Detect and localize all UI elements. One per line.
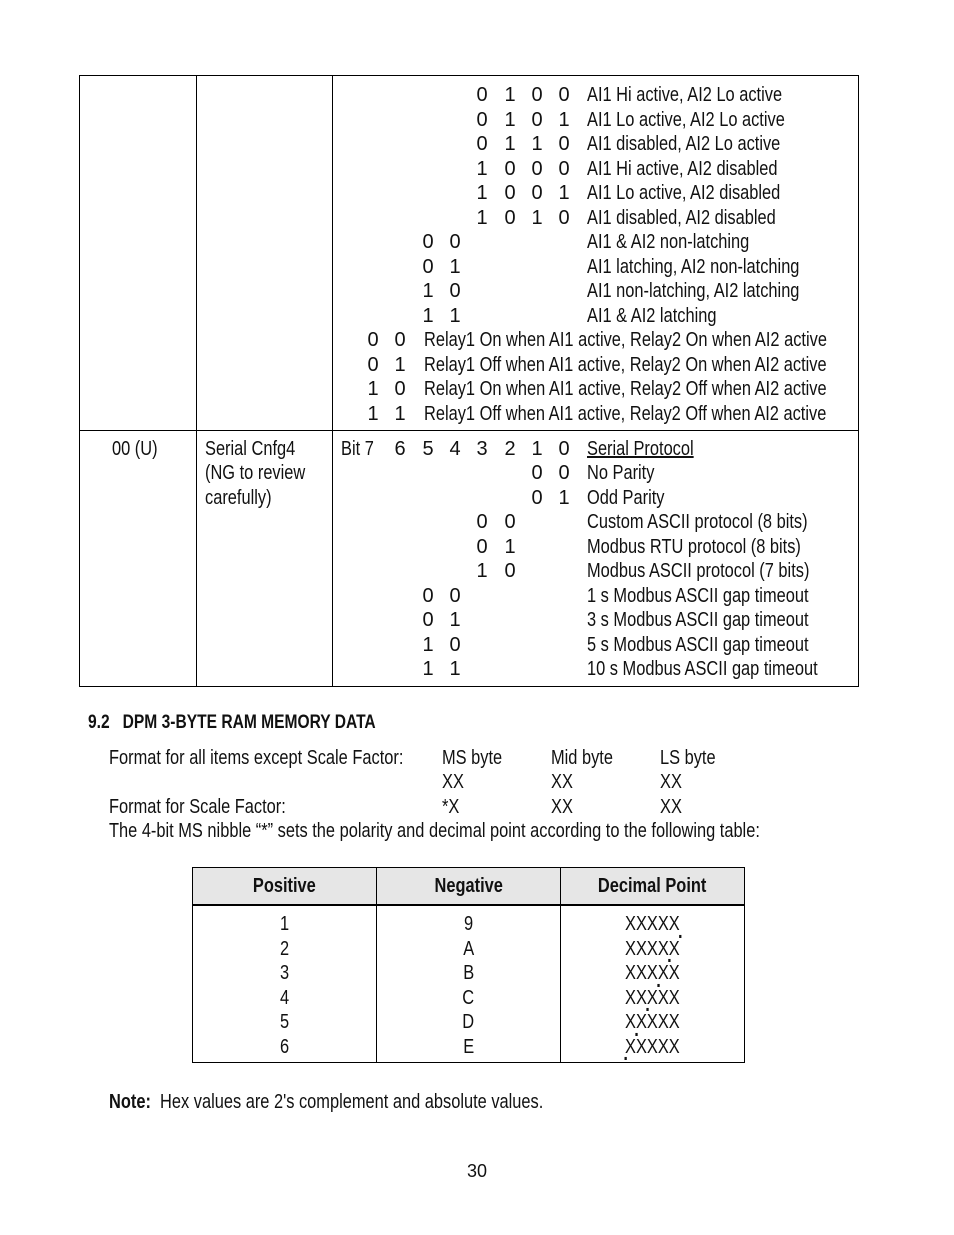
bit-value: 1 <box>531 206 543 229</box>
header-negative: Negative <box>434 875 503 897</box>
serial-name-line: carefully) <box>205 487 272 509</box>
bit-value: 1 <box>449 609 461 631</box>
table-header-divider <box>192 904 745 906</box>
serial-name-line: (NG to review <box>205 462 306 484</box>
table-border-top <box>192 867 745 868</box>
bit-value: 1 <box>558 108 570 131</box>
nibble-description: The 4-bit MS nibble “*” sets the polarity and decimal point according to the following table: <box>109 820 760 842</box>
row-description: No Parity <box>587 462 655 484</box>
serial-protocol-heading: Serial Protocol <box>587 438 694 460</box>
section-heading <box>88 711 439 735</box>
note-text: Hex values are 2's complement and absolute values. <box>160 1091 544 1113</box>
col-mid-byte: Mid byte <box>551 747 613 769</box>
bit-header: 3 <box>476 438 488 460</box>
bit-value: 1 <box>476 157 488 180</box>
row-description: 5 s Modbus ASCII gap timeout <box>587 633 809 656</box>
note <box>109 1090 639 1114</box>
positive-value: 2 <box>279 937 290 960</box>
decimal-point-format: XXXXX <box>625 913 680 935</box>
bit-value: 0 <box>531 462 543 484</box>
bit-value: 1 <box>367 378 379 400</box>
negative-value: A <box>463 937 474 960</box>
bit-value: 0 <box>449 633 461 656</box>
bit-value: 1 <box>422 658 434 680</box>
row-description: 3 s Modbus ASCII gap timeout <box>587 609 809 631</box>
serial-address: 00 (U) <box>112 438 158 460</box>
row-description: Relay1 On when AI1 active, Relay2 Off when AI2 active <box>424 378 827 400</box>
bit-value: 1 <box>449 304 461 327</box>
header-decimal-point: Decimal Point <box>598 875 707 897</box>
decimal-point-format: XXXXX <box>625 986 680 1009</box>
serial-name-line: Serial Cnfg4 <box>205 438 296 460</box>
table-col-divider <box>196 75 197 687</box>
bit-value: 1 <box>504 108 516 131</box>
bit-value: 1 <box>422 304 434 327</box>
decimal-point-format: XXXXX <box>625 937 680 960</box>
col-ms-byte: MS byte <box>442 747 503 769</box>
bit-value: 0 <box>504 157 516 180</box>
bit-value: 1 <box>476 206 488 229</box>
negative-value: C <box>462 986 475 1009</box>
positive-value: 6 <box>279 1035 290 1058</box>
bit-value: 1 <box>367 402 379 425</box>
bit-value: 1 <box>504 84 516 106</box>
row-description: AI1 Hi active, AI2 Lo active <box>587 84 783 106</box>
row-description: AI1 non-latching, AI2 latching <box>587 280 800 302</box>
bit-header: 4 <box>449 438 461 460</box>
bit-value: 0 <box>367 329 379 351</box>
bit-header: 5 <box>422 438 434 460</box>
format-label-2: Format for Scale Factor: <box>109 796 286 818</box>
bit-value: 0 <box>422 231 434 253</box>
bit-value: 0 <box>504 206 516 229</box>
format-value: XX <box>551 771 573 793</box>
decimal-point-format: XXXXX <box>625 1035 680 1058</box>
bit-value: 0 <box>394 329 406 351</box>
section-title: DPM 3-BYTE RAM MEMORY DATA <box>122 712 376 733</box>
row-description: Custom ASCII protocol (8 bits) <box>587 511 808 533</box>
bit-value: 1 <box>476 560 488 582</box>
positive-column <box>193 912 376 1059</box>
row-description: 1 s Modbus ASCII gap timeout <box>587 584 809 607</box>
bit-value: 1 <box>422 633 434 656</box>
negative-value: D <box>462 1011 475 1033</box>
bit-value: 0 <box>422 609 434 631</box>
row-description: AI1 latching, AI2 non-latching <box>587 255 800 278</box>
bit-value: 0 <box>422 584 434 607</box>
table-border-left <box>79 75 80 687</box>
bit-value: 1 <box>558 182 570 204</box>
format-value: XX <box>660 796 682 818</box>
bit-value: 0 <box>476 133 488 155</box>
bit-value: 0 <box>504 511 516 533</box>
decimal-point-format: XXXXX <box>625 962 680 984</box>
format-label-1: Format for all items except Scale Factor: <box>109 747 404 769</box>
positive-value: 1 <box>279 913 290 935</box>
row-description: Odd Parity <box>587 486 665 509</box>
row-description: Relay1 Off when AI1 active, Relay2 Off when AI2 active <box>424 402 827 425</box>
row-description: AI1 & AI2 non-latching <box>587 231 750 253</box>
bit-value: 0 <box>504 560 516 582</box>
bit-value: 0 <box>476 108 488 131</box>
positive-value: 3 <box>279 962 290 984</box>
bit-value: 0 <box>476 84 488 106</box>
bit-value: 1 <box>504 133 516 155</box>
row-description: AI1 disabled, AI2 disabled <box>587 206 776 229</box>
format-value: *X <box>442 796 460 818</box>
bit-value: 0 <box>558 206 570 229</box>
bit-value: 0 <box>394 378 406 400</box>
bit-value: 1 <box>504 535 516 558</box>
bit-value: 0 <box>449 584 461 607</box>
row-description: AI1 & AI2 latching <box>587 304 717 327</box>
row-description: AI1 Lo active, AI2 disabled <box>587 182 781 204</box>
format-value: XX <box>551 796 573 818</box>
bit-value: 1 <box>394 353 406 376</box>
bit-value: 0 <box>422 255 434 278</box>
decimal-point-format: XXXXX <box>625 1011 680 1033</box>
bit-value: 1 <box>476 182 488 204</box>
row-description: Modbus ASCII protocol (7 bits) <box>587 560 810 582</box>
format-value: XX <box>660 771 682 793</box>
section-number: 9.2 <box>88 712 110 733</box>
row-description: Relay1 Off when AI1 active, Relay2 On when AI2 active <box>424 353 827 376</box>
note-label: Note: <box>109 1091 151 1113</box>
table-col-divider <box>332 75 333 687</box>
bit-value: 0 <box>558 157 570 180</box>
bit-value: 0 <box>476 535 488 558</box>
header-positive: Positive <box>253 875 316 897</box>
bit-header: 6 <box>394 438 406 460</box>
bit-value: 1 <box>422 280 434 302</box>
bit-value: 1 <box>531 133 543 155</box>
bit-value: 1 <box>449 658 461 680</box>
bit-value: 0 <box>476 511 488 533</box>
bit-value: 1 <box>394 402 406 425</box>
row-description: Relay1 On when AI1 active, Relay2 On when AI2 active <box>424 329 827 351</box>
bit-header: 0 <box>558 438 570 460</box>
bit-value: 0 <box>558 462 570 484</box>
bit-value: 0 <box>531 84 543 106</box>
bit-value: 0 <box>531 108 543 131</box>
page-number: 30 <box>466 1161 488 1181</box>
bit-value: 0 <box>504 182 516 204</box>
table-border-bottom <box>192 1062 745 1063</box>
bit-value: 0 <box>531 157 543 180</box>
format-value: XX <box>442 771 464 793</box>
bit-header-label: Bit 7 <box>341 438 374 460</box>
negative-column <box>377 912 560 1059</box>
row-description: AI1 disabled, AI2 Lo active <box>587 133 781 155</box>
bit-value: 0 <box>558 133 570 155</box>
bit-header: 2 <box>504 438 516 460</box>
bit-header: 1 <box>531 438 543 460</box>
bit-value: 0 <box>531 486 543 509</box>
negative-value: E <box>463 1035 474 1058</box>
positive-value: 4 <box>279 986 290 1009</box>
col-ls-byte: LS byte <box>660 747 716 769</box>
decimal-point-column <box>561 912 744 1059</box>
table-border-right <box>744 867 745 1063</box>
bit-value: 1 <box>449 255 461 278</box>
bit-value: 0 <box>449 231 461 253</box>
negative-value: 9 <box>463 913 474 935</box>
bit-value: 0 <box>449 280 461 302</box>
row-description: AI1 Lo active, AI2 Lo active <box>587 108 785 131</box>
bit-value: 0 <box>367 353 379 376</box>
bit-value: 0 <box>558 84 570 106</box>
row-description: AI1 Hi active, AI2 disabled <box>587 157 778 180</box>
row-description: 10 s Modbus ASCII gap timeout <box>587 658 818 680</box>
bit-value: 0 <box>531 182 543 204</box>
bit-value: 1 <box>558 486 570 509</box>
row-description: Modbus RTU protocol (8 bits) <box>587 535 801 558</box>
positive-value: 5 <box>279 1011 290 1033</box>
negative-value: B <box>463 962 474 984</box>
